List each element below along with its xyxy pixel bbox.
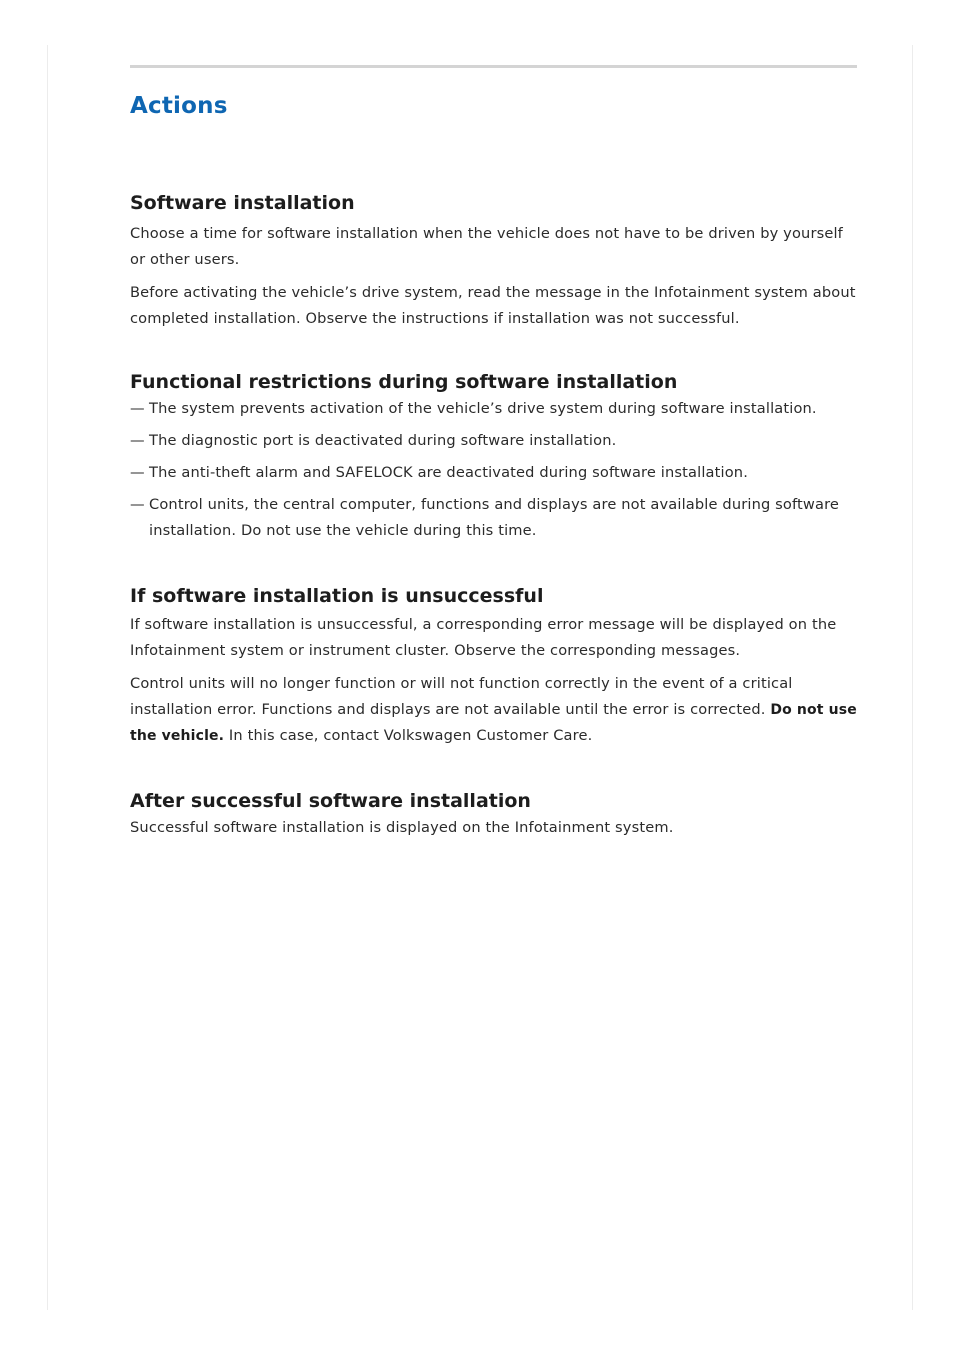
section-installation-successful bbox=[130, 787, 860, 841]
section-heading: If software installation is unsuccessful bbox=[130, 585, 544, 607]
section-functional-restrictions bbox=[130, 368, 860, 544]
section-heading: Software installation bbox=[130, 192, 355, 214]
page-content bbox=[130, 88, 860, 841]
list-item-text: Control units, the central computer, functions and displays are not available during software installation. Do not use the vehicle during this time. bbox=[149, 496, 840, 539]
paragraph-text: Control units will no longer function or will not function correctly in the event of a critical installation error. Functions and displays are not available until the error is corrected. bbox=[130, 675, 793, 718]
paragraph: Successful software installation is displayed on the Infotainment system. bbox=[130, 819, 674, 836]
paragraph: If software installation is unsuccessful, a corresponding error message will be displayed on the Infotainment system or instrument cluster. Observe the corresponding messages. bbox=[130, 616, 837, 659]
section-heading: Functional restrictions during software installation bbox=[130, 371, 678, 393]
header-rule bbox=[130, 65, 857, 68]
section-software-installation bbox=[130, 189, 860, 332]
restrictions-list bbox=[130, 396, 860, 544]
dash-bullet: — bbox=[130, 496, 145, 513]
page-title: Actions bbox=[130, 93, 228, 119]
list-item-text: The diagnostic port is deactivated during software installation. bbox=[149, 432, 617, 449]
dash-bullet: — bbox=[130, 432, 145, 449]
section-installation-unsuccessful bbox=[130, 582, 860, 749]
paragraph: Choose a time for software installation when the vehicle does not have to be driven by yourself or other users. bbox=[130, 225, 843, 268]
paragraph-text: In this case, contact Volkswagen Customer Care. bbox=[224, 727, 593, 744]
dash-bullet: — bbox=[130, 400, 145, 417]
list-item bbox=[130, 460, 860, 486]
paragraph: Before activating the vehicle’s drive system, read the message in the Infotainment system about completed installation. Observe the instructions if installation was not successful. bbox=[130, 284, 856, 327]
paragraph bbox=[130, 671, 860, 749]
list-item bbox=[130, 428, 860, 454]
list-item bbox=[130, 396, 860, 422]
section-heading: After successful software installation bbox=[130, 790, 531, 812]
right-margin-line bbox=[912, 45, 913, 1310]
list-item-text: The system prevents activation of the vehicle’s drive system during software installation. bbox=[149, 400, 817, 417]
list-item bbox=[130, 492, 860, 544]
dash-bullet: — bbox=[130, 464, 145, 481]
left-margin-line bbox=[47, 45, 48, 1310]
list-item-text: The anti-theft alarm and SAFELOCK are deactivated during software installation. bbox=[149, 464, 748, 481]
warning-emphasis: Do not use the vehicle. bbox=[130, 702, 857, 744]
